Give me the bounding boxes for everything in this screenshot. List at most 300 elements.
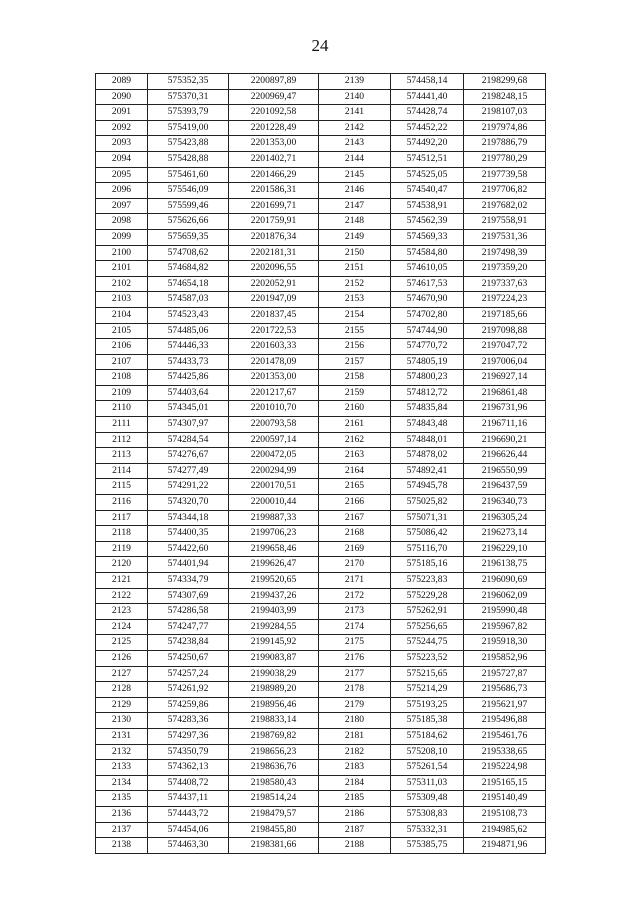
- table-cell: 2159: [319, 385, 391, 401]
- table-cell: 574452,22: [391, 120, 464, 136]
- table-cell: 575352,35: [148, 74, 229, 90]
- table-cell: 2103: [96, 292, 148, 308]
- table-cell: 2197739,58: [464, 167, 546, 183]
- table-cell: 2197531,36: [464, 229, 546, 245]
- table-cell: 2201837,45: [229, 307, 319, 323]
- table-cell: 2187: [319, 822, 391, 838]
- table-cell: 574307,69: [148, 588, 229, 604]
- table-cell: 2123: [96, 604, 148, 620]
- table-cell: 575184,62: [391, 728, 464, 744]
- table-cell: 2197006,04: [464, 354, 546, 370]
- table-row: [96, 183, 546, 199]
- table-cell: 2198580,43: [229, 775, 319, 791]
- table-cell: 2124: [96, 619, 148, 635]
- table-cell: 2092: [96, 120, 148, 136]
- table-cell: 2163: [319, 448, 391, 464]
- table-cell: 574320,70: [148, 495, 229, 511]
- table-cell: 2197780,29: [464, 151, 546, 167]
- table-cell: 2184: [319, 775, 391, 791]
- table-cell: 2139: [319, 74, 391, 90]
- table-cell: 2158: [319, 370, 391, 386]
- table-cell: 2198656,23: [229, 744, 319, 760]
- table-cell: 574283,36: [148, 713, 229, 729]
- table-cell: 574277,49: [148, 463, 229, 479]
- table-cell: 574525,05: [391, 167, 464, 183]
- table-cell: 574344,18: [148, 510, 229, 526]
- table-cell: 2195140,49: [464, 791, 546, 807]
- table-cell: 2164: [319, 463, 391, 479]
- table-cell: 2105: [96, 323, 148, 339]
- table-cell: 2142: [319, 120, 391, 136]
- table-cell: 2118: [96, 526, 148, 542]
- table-cell: 2147: [319, 198, 391, 214]
- table-cell: 2199403,99: [229, 604, 319, 620]
- table-cell: 575185,38: [391, 713, 464, 729]
- table-cell: 2186: [319, 806, 391, 822]
- table-cell: 2198107,03: [464, 105, 546, 121]
- table-cell: 2148: [319, 214, 391, 230]
- table-cell: 2196062,09: [464, 588, 546, 604]
- table-cell: 2201759,91: [229, 214, 319, 230]
- table-cell: 2161: [319, 417, 391, 433]
- table-cell: 2200294,99: [229, 463, 319, 479]
- table-cell: 2198636,76: [229, 760, 319, 776]
- table-cell: 575261,54: [391, 760, 464, 776]
- table-cell: 2198299,68: [464, 74, 546, 90]
- table-cell: 2199658,46: [229, 541, 319, 557]
- table-cell: 2151: [319, 261, 391, 277]
- table-cell: 574441,40: [391, 89, 464, 105]
- table-cell: 2198455,80: [229, 822, 319, 838]
- table-cell: 574770,72: [391, 339, 464, 355]
- table-row: [96, 354, 546, 370]
- table-cell: 2200170,51: [229, 479, 319, 495]
- table-cell: 574259,86: [148, 697, 229, 713]
- table-cell: 2138: [96, 838, 148, 854]
- table-cell: 2113: [96, 448, 148, 464]
- table-cell: 2195224,98: [464, 760, 546, 776]
- table-cell: 574670,90: [391, 292, 464, 308]
- table-cell: 2195108,73: [464, 806, 546, 822]
- table-cell: 2117: [96, 510, 148, 526]
- table-cell: 2198479,57: [229, 806, 319, 822]
- table-cell: 2169: [319, 541, 391, 557]
- table-cell: 575025,82: [391, 495, 464, 511]
- table-cell: 574744,90: [391, 323, 464, 339]
- table-cell: 2197337,63: [464, 276, 546, 292]
- table-row: [96, 557, 546, 573]
- table-cell: 2146: [319, 183, 391, 199]
- table-row: [96, 74, 546, 90]
- table-cell: 2197359,20: [464, 261, 546, 277]
- table-cell: 2115: [96, 479, 148, 495]
- table-cell: 2199520,65: [229, 573, 319, 589]
- table-cell: 574454,06: [148, 822, 229, 838]
- table-cell: 2150: [319, 245, 391, 261]
- table-cell: 2091: [96, 105, 148, 121]
- table-cell: 2127: [96, 666, 148, 682]
- table-cell: 575262,91: [391, 604, 464, 620]
- table-cell: 2171: [319, 573, 391, 589]
- table-cell: 2197706,82: [464, 183, 546, 199]
- table-cell: 2201353,00: [229, 370, 319, 386]
- table-cell: 2173: [319, 604, 391, 620]
- table-cell: 2200793,58: [229, 417, 319, 433]
- table-row: [96, 323, 546, 339]
- table-row: [96, 151, 546, 167]
- table-cell: 2197047,72: [464, 339, 546, 355]
- table-row: [96, 105, 546, 121]
- table-cell: 2195496,88: [464, 713, 546, 729]
- table-cell: 2133: [96, 760, 148, 776]
- table-cell: 2126: [96, 650, 148, 666]
- table-row: [96, 385, 546, 401]
- table-row: [96, 822, 546, 838]
- table-cell: 2198833,14: [229, 713, 319, 729]
- table-cell: 575309,48: [391, 791, 464, 807]
- table-cell: 2168: [319, 526, 391, 542]
- table-cell: 2160: [319, 401, 391, 417]
- table-row: [96, 261, 546, 277]
- table-cell: 2090: [96, 89, 148, 105]
- table-cell: 574540,47: [391, 183, 464, 199]
- table-cell: 2174: [319, 619, 391, 635]
- table-row: [96, 806, 546, 822]
- table-cell: 574617,53: [391, 276, 464, 292]
- table-cell: 2120: [96, 557, 148, 573]
- table-cell: 2202052,91: [229, 276, 319, 292]
- table-cell: 2178: [319, 682, 391, 698]
- table-cell: 575193,25: [391, 697, 464, 713]
- coordinates-table: [95, 73, 546, 854]
- table-cell: 2197558,91: [464, 214, 546, 230]
- table-cell: 2175: [319, 635, 391, 651]
- table-row: [96, 307, 546, 323]
- table-cell: 574250,67: [148, 650, 229, 666]
- table-cell: 574257,24: [148, 666, 229, 682]
- table-cell: 2183: [319, 760, 391, 776]
- table-cell: 2196273,14: [464, 526, 546, 542]
- table-row: [96, 573, 546, 589]
- table-cell: 2194985,62: [464, 822, 546, 838]
- table-cell: 2111: [96, 417, 148, 433]
- table-cell: 574805,19: [391, 354, 464, 370]
- table-cell: 575428,88: [148, 151, 229, 167]
- table-cell: 575370,31: [148, 89, 229, 105]
- table-cell: 2197098,88: [464, 323, 546, 339]
- table-cell: 2143: [319, 136, 391, 152]
- table-row: [96, 120, 546, 136]
- table-cell: 2197224,23: [464, 292, 546, 308]
- table-cell: 575332,31: [391, 822, 464, 838]
- table-cell: 574334,79: [148, 573, 229, 589]
- table-cell: 2152: [319, 276, 391, 292]
- table-cell: 2099: [96, 229, 148, 245]
- table-cell: 2180: [319, 713, 391, 729]
- table-cell: 575626,66: [148, 214, 229, 230]
- table-cell: 2106: [96, 339, 148, 355]
- table-cell: 2093: [96, 136, 148, 152]
- table-cell: 2176: [319, 650, 391, 666]
- table-cell: 574276,67: [148, 448, 229, 464]
- table-cell: 2201586,31: [229, 183, 319, 199]
- table-cell: 574286,58: [148, 604, 229, 620]
- table-cell: 574945,78: [391, 479, 464, 495]
- table-cell: 574428,74: [391, 105, 464, 121]
- table-cell: 2201217,67: [229, 385, 319, 401]
- table-cell: 575385,75: [391, 838, 464, 854]
- table-cell: 2096: [96, 183, 148, 199]
- table-cell: 574238,84: [148, 635, 229, 651]
- table-cell: 574492,20: [391, 136, 464, 152]
- table-cell: 574433,73: [148, 354, 229, 370]
- table-cell: 2149: [319, 229, 391, 245]
- table-cell: 574843,48: [391, 417, 464, 433]
- table-cell: 2195918,30: [464, 635, 546, 651]
- table-cell: 575311,03: [391, 775, 464, 791]
- table-cell: 574485,06: [148, 323, 229, 339]
- table-cell: 2199706,23: [229, 526, 319, 542]
- table-cell: 2201466,29: [229, 167, 319, 183]
- table-cell: 2195461,76: [464, 728, 546, 744]
- table-cell: 574247,77: [148, 619, 229, 635]
- table-cell: 575419,00: [148, 120, 229, 136]
- table-row: [96, 136, 546, 152]
- table-cell: 575071,31: [391, 510, 464, 526]
- table-cell: 2199145,92: [229, 635, 319, 651]
- table-row: [96, 276, 546, 292]
- table-cell: 575546,09: [148, 183, 229, 199]
- table-cell: 2196690,21: [464, 432, 546, 448]
- table-cell: 2195338,65: [464, 744, 546, 760]
- table-cell: 574569,33: [391, 229, 464, 245]
- table-cell: 2195990,48: [464, 604, 546, 620]
- table-cell: 574284,54: [148, 432, 229, 448]
- table-cell: 2121: [96, 573, 148, 589]
- table-cell: 2122: [96, 588, 148, 604]
- table-cell: 2197185,66: [464, 307, 546, 323]
- table-cell: 2109: [96, 385, 148, 401]
- table-cell: 2199887,33: [229, 510, 319, 526]
- table-cell: 575086,42: [391, 526, 464, 542]
- table-row: [96, 339, 546, 355]
- table-cell: 574892,41: [391, 463, 464, 479]
- table-cell: 574297,36: [148, 728, 229, 744]
- table-row: [96, 697, 546, 713]
- table-cell: 2197498,39: [464, 245, 546, 261]
- table-row: [96, 526, 546, 542]
- table-cell: 575223,52: [391, 650, 464, 666]
- table-cell: 2195967,82: [464, 619, 546, 635]
- table-cell: 2200597,14: [229, 432, 319, 448]
- table-cell: 2170: [319, 557, 391, 573]
- table-cell: 2101: [96, 261, 148, 277]
- table-cell: 575256,65: [391, 619, 464, 635]
- table-row: [96, 635, 546, 651]
- table-cell: 2196550,99: [464, 463, 546, 479]
- table-row: [96, 838, 546, 854]
- table-row: [96, 588, 546, 604]
- table-cell: 2198381,66: [229, 838, 319, 854]
- table-cell: 2130: [96, 713, 148, 729]
- table-row: [96, 619, 546, 635]
- table-cell: 575229,28: [391, 588, 464, 604]
- table-cell: 575208,10: [391, 744, 464, 760]
- table-cell: 2196927,14: [464, 370, 546, 386]
- table-cell: 2119: [96, 541, 148, 557]
- table-row: [96, 463, 546, 479]
- table-cell: 2181: [319, 728, 391, 744]
- table-cell: 574538,91: [391, 198, 464, 214]
- table-cell: 2198248,15: [464, 89, 546, 105]
- table-cell: 2104: [96, 307, 148, 323]
- table-cell: 2125: [96, 635, 148, 651]
- table-cell: 2199038,29: [229, 666, 319, 682]
- table-row: [96, 510, 546, 526]
- table-row: [96, 713, 546, 729]
- table-cell: 2200472,05: [229, 448, 319, 464]
- table-cell: 574878,02: [391, 448, 464, 464]
- table-cell: 2201603,33: [229, 339, 319, 355]
- table-row: [96, 650, 546, 666]
- table-cell: 2198769,82: [229, 728, 319, 744]
- table-cell: 2200010,44: [229, 495, 319, 511]
- table-cell: 2162: [319, 432, 391, 448]
- table-cell: 575461,60: [148, 167, 229, 183]
- table-cell: 2195727,87: [464, 666, 546, 682]
- table-cell: 2195165,15: [464, 775, 546, 791]
- table-cell: 574702,80: [391, 307, 464, 323]
- table-cell: 574523,43: [148, 307, 229, 323]
- table-cell: 2201353,00: [229, 136, 319, 152]
- table-cell: 2166: [319, 495, 391, 511]
- table-cell: 574610,05: [391, 261, 464, 277]
- table-cell: 2112: [96, 432, 148, 448]
- table-cell: 575423,88: [148, 136, 229, 152]
- table-row: [96, 604, 546, 620]
- table-cell: 574684,82: [148, 261, 229, 277]
- table-cell: 2110: [96, 401, 148, 417]
- table-cell: 2196229,10: [464, 541, 546, 557]
- table-row: [96, 214, 546, 230]
- table-cell: 574437,11: [148, 791, 229, 807]
- table-cell: 574422,60: [148, 541, 229, 557]
- table-cell: 2201478,09: [229, 354, 319, 370]
- table-cell: 2167: [319, 510, 391, 526]
- table-cell: 2131: [96, 728, 148, 744]
- table-cell: 2100: [96, 245, 148, 261]
- table-cell: 2201722,53: [229, 323, 319, 339]
- table-cell: 2177: [319, 666, 391, 682]
- table-cell: 574443,72: [148, 806, 229, 822]
- table-cell: 2200969,47: [229, 89, 319, 105]
- table-cell: 2156: [319, 339, 391, 355]
- table-cell: 574584,80: [391, 245, 464, 261]
- table-cell: 2182: [319, 744, 391, 760]
- table-cell: 2196711,16: [464, 417, 546, 433]
- table-row: [96, 479, 546, 495]
- table-cell: 2145: [319, 167, 391, 183]
- table-cell: 574362,13: [148, 760, 229, 776]
- table-cell: 2116: [96, 495, 148, 511]
- table-row: [96, 229, 546, 245]
- table-cell: 574345,01: [148, 401, 229, 417]
- table-cell: 2136: [96, 806, 148, 822]
- table-row: [96, 417, 546, 433]
- table-cell: 2197682,02: [464, 198, 546, 214]
- table-cell: 2196138,75: [464, 557, 546, 573]
- table-row: [96, 666, 546, 682]
- table-cell: 575185,16: [391, 557, 464, 573]
- table-cell: 574408,72: [148, 775, 229, 791]
- table-cell: 2179: [319, 697, 391, 713]
- table-cell: 2196626,44: [464, 448, 546, 464]
- table-cell: 2097: [96, 198, 148, 214]
- table-cell: 2194871,96: [464, 838, 546, 854]
- table-cell: 574835,84: [391, 401, 464, 417]
- table-cell: 2108: [96, 370, 148, 386]
- table-cell: 574261,92: [148, 682, 229, 698]
- table-cell: 2129: [96, 697, 148, 713]
- table-cell: 2199437,26: [229, 588, 319, 604]
- table-cell: 2165: [319, 479, 391, 495]
- table-row: [96, 682, 546, 698]
- table-cell: 2201228,49: [229, 120, 319, 136]
- table-cell: 2157: [319, 354, 391, 370]
- table-row: [96, 245, 546, 261]
- table-cell: 2135: [96, 791, 148, 807]
- table-cell: 2089: [96, 74, 148, 90]
- table-cell: 2196731,96: [464, 401, 546, 417]
- table-cell: 2114: [96, 463, 148, 479]
- table-cell: 574400,35: [148, 526, 229, 542]
- table-cell: 2196340,73: [464, 495, 546, 511]
- table-row: [96, 401, 546, 417]
- table-cell: 2153: [319, 292, 391, 308]
- table-row: [96, 495, 546, 511]
- table-cell: 2198956,46: [229, 697, 319, 713]
- table-cell: 2128: [96, 682, 148, 698]
- page-number: 24: [311, 36, 329, 55]
- table-cell: 574307,97: [148, 417, 229, 433]
- table-cell: 574458,14: [391, 74, 464, 90]
- table-cell: 2195852,96: [464, 650, 546, 666]
- table-cell: 2200897,89: [229, 74, 319, 90]
- table-row: [96, 432, 546, 448]
- table-cell: 2195686,73: [464, 682, 546, 698]
- table-cell: 2098: [96, 214, 148, 230]
- table-cell: 575215,65: [391, 666, 464, 682]
- table-cell: 574512,51: [391, 151, 464, 167]
- table-cell: 2196305,24: [464, 510, 546, 526]
- table-cell: 2140: [319, 89, 391, 105]
- table-cell: 574446,33: [148, 339, 229, 355]
- table-cell: 2141: [319, 105, 391, 121]
- table-cell: 2196861,48: [464, 385, 546, 401]
- table-cell: 2199626,47: [229, 557, 319, 573]
- table-cell: 2198989,20: [229, 682, 319, 698]
- table-cell: 2197886,79: [464, 136, 546, 152]
- table-cell: 2134: [96, 775, 148, 791]
- table-cell: 575308,83: [391, 806, 464, 822]
- table-cell: 575116,70: [391, 541, 464, 557]
- table-cell: 574654,18: [148, 276, 229, 292]
- table-cell: 2102: [96, 276, 148, 292]
- table-cell: 2199284,55: [229, 619, 319, 635]
- table-cell: 2094: [96, 151, 148, 167]
- table-cell: 575659,35: [148, 229, 229, 245]
- table-cell: 574403,64: [148, 385, 229, 401]
